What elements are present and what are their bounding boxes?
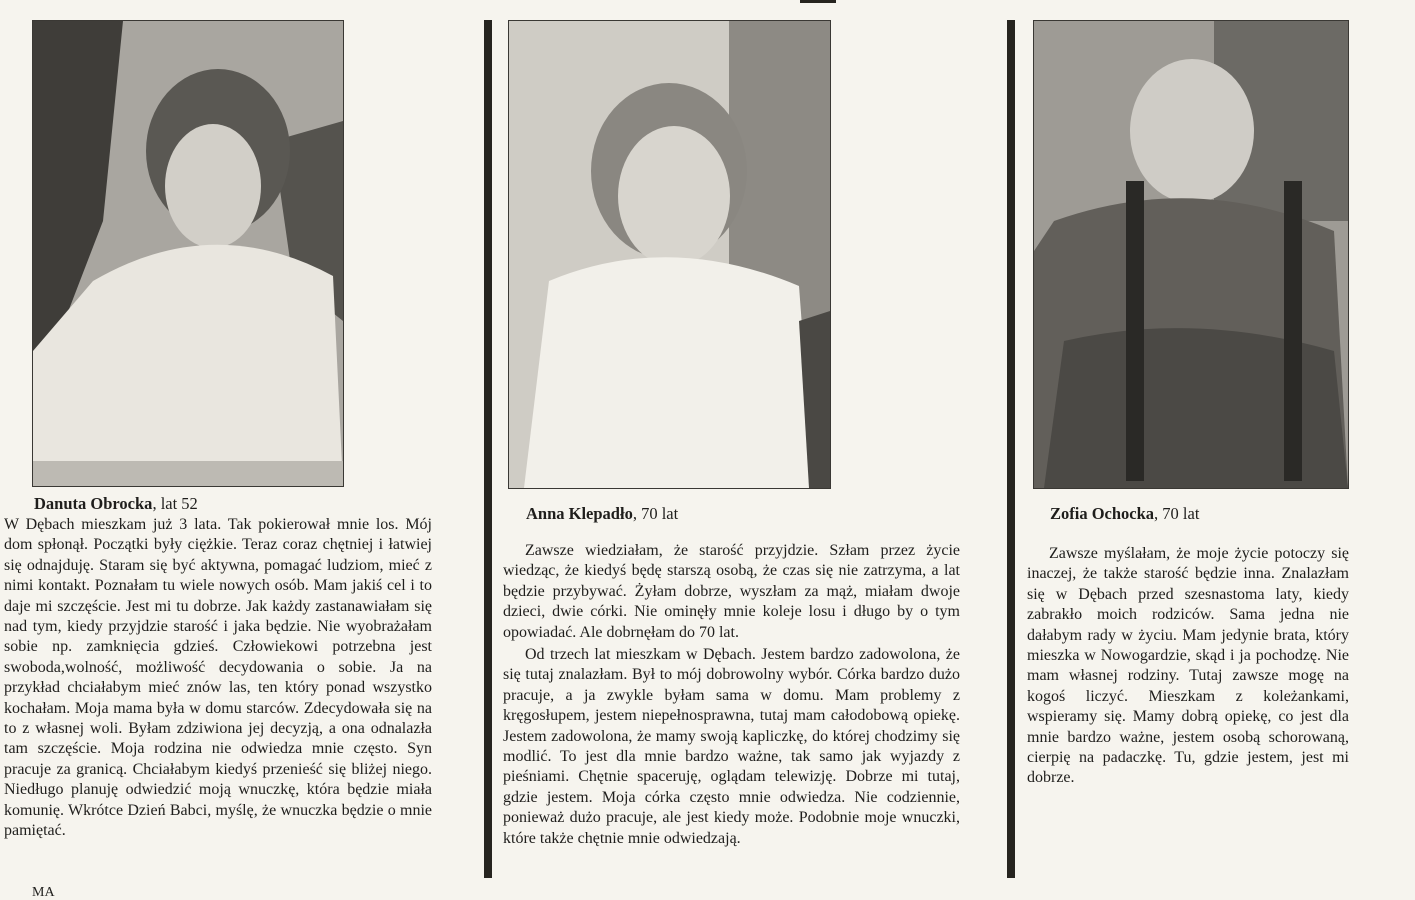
article-text-danuta-obrocka (4, 515, 432, 883)
person-name: Anna Klepadło (526, 504, 633, 523)
paragraph: Od trzech lat mieszkam w Dębach. Jestem bardzo zadowolona, że się tutaj znalazłam. Był to mój dobrowolny wybór. Córka bardzo dużo pracuje, a ja zwykle byłam sama w domu. Mam problemy z kręgosłupem, jestem niepełnosprawna, tutaj mam całodobową opiekę. Jestem zadowolona, że mamy swoją kapliczkę, do której chodzimy się modlić. To jest dla mnie bardzo ważne, tak samo jak wyjazdy z pieśniami. Chętnie spaceruję, oglądam telewizję. Dobrze mi tutaj, gdzie jestem. Moja córka często mnie odwiedza. Nie codziennie, ponieważ dużo pracuje, ale jest kiedy może. Podobnie moje wnuczki, które także chętnie mnie odwiedzają. (503, 646, 960, 847)
person-age: , 70 lat (1154, 504, 1200, 523)
article-text-anna-klepadlo (503, 541, 960, 849)
caption-danuta-obrocka (34, 494, 198, 514)
paragraph: Zawsze myślałam, że moje życie potoczy się inaczej, że także starość będzie inna. Znalazłam się w Dębach przed szesnastoma laty, kiedy zabrakło moich rodziców. Sama jedna nie dałabym rady w życiu. Mam jedynie brata, który mieszka w Nowogardzie, skąd i ja pochodzę. Nie mam własnej rodziny. Tutaj zawsze mogę na kogoś liczyć. Mieszkam z koleżankami, wspieramy się. Mamy dobrą opiekę, co jest dla mnie bardzo ważne, jestem osobą schorowaną, cierpię na padaczkę. Tu, gdzie jestem, jest mi dobrze. (1027, 545, 1349, 787)
caption-anna-klepadlo (526, 504, 678, 524)
column-rule-right (1007, 20, 1015, 878)
caption-zofia-ochocka (1050, 504, 1199, 524)
column-rule-left (484, 20, 492, 878)
portrait-photo-danuta-obrocka (32, 20, 344, 487)
person-name: Danuta Obrocka (34, 494, 153, 513)
portrait-photo-zofia-ochocka (1033, 20, 1349, 489)
person-age: , 70 lat (632, 504, 679, 523)
person-name: Zofia Ochocka (1050, 504, 1155, 523)
page-corner-mark: MA (32, 885, 55, 900)
person-age: , lat 52 (152, 494, 198, 513)
article-text-zofia-ochocka (1027, 544, 1349, 789)
portrait-photo-anna-klepadlo (508, 20, 831, 489)
top-edge-mark (800, 0, 836, 3)
paragraph: W Dębach mieszkam już 3 lata. Tak pokierował mnie los. Mój dom spłonął. Początki były ciężkie. Teraz coraz chętniej i łatwiej się odnajduję. Staram się być aktywna, pomagać ludziom, mieć z nimi kontakt. Poznałam tu wiele nowych osób. Mam jakiś cel i to daje mi szczęście. Jest mi tu dobrze. Jak każdy zastanawiałam się nad tym, kiedy przyjdzie starość i jaka będzie. Nie wyobrażałam sobie np. zamknięcia gdzieś. Człowiekowi potrzebna jest swoboda,wolność, możliwość decydowania o sobie. Ja na przykład chciałabym mieć znów las, ten który ponad wszystko kochałam. Moja mama była w domu starców. Zdecydowała się na to z własnej woli. Byłam zdziwiona jej decyzją, a ona odnalazła tam szczęście. Moja rodzina nie odwiedza mnie często. Syn pracuje za granicą. Chciałabym kiedyś przenieść się bliżej niego. Niedługo planuję odwiedzić moją wnuczkę, która będzie miała komunię. Wkrótce Dzień Babci, myślę, że wnuczka będzie o mnie pamiętać. (4, 516, 432, 840)
paragraph: Zawsze wiedziałam, że starość przyjdzie. Szłam przez życie wiedząc, że kiedyś będę starszą osobą, że czas się nie zatrzyma, a lat będzie przybywać. Żyłam dobrze, wyszłam za mąż, miałam dwoje dzieci, dwie córki. Nie ominęły mnie koleje losu i długo by o tym opowiadać. Ale dobrnęłam do 70 lat. (503, 542, 960, 641)
